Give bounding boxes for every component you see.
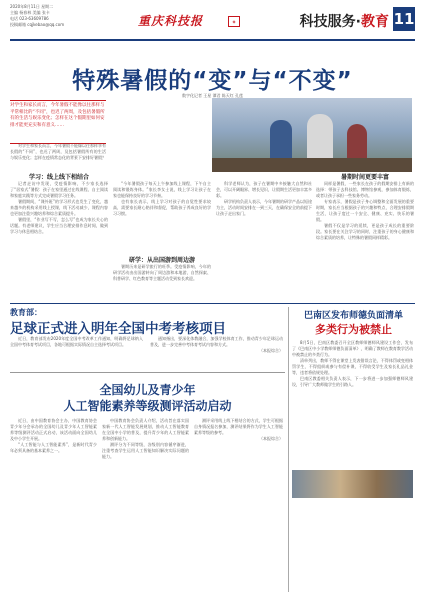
lead-column-2: [113, 181, 211, 217]
photo-desk: [212, 158, 412, 172]
lead-pullquote: 对学生和家长而言，今年暑假不能像以往那样与平常相比的“不同”，也迟了两周，及包括暑假所有的生活与娱乐变化；怎样在这个假期里如何安排才能更充实和有意义……: [10, 100, 106, 144]
paragraph: 暑假期间，“课外班”的学习形式也发生了变化，越来越多的机构采用线上授课，线下活动减少，课程内容也更加注重兴趣培养和综合素质提升。: [10, 199, 108, 216]
ai-headline-line1: 全国幼儿及青少年: [99, 383, 196, 397]
lead-intro: [10, 143, 106, 161]
paragraph: 中国教育协会负责人介绍，活动旨在落实国家新一代人工智能发展规划，推动人工智能教育在全国中小学的普及，提升青少年的人工智能素养和创新能力。: [102, 418, 189, 441]
paragraph: 清单列出，教师不得在课堂上发表错误言论，不得体罚或变相体罚学生，不得组织或参与有偿补课，不得收受学生及家长礼品礼金等，违者将依规处理。: [292, 358, 413, 375]
info-line: 2020年8月11日 星期二: [10, 4, 54, 9]
paragraph: 同样是暑假，一些家长在孩子的假期安排上有新的选择：带孩子去科技馆、博物馆参观，参加体育锻炼，或者让孩子承担一些家务劳动。: [316, 181, 414, 198]
masthead: [10, 4, 415, 38]
ai-column-3: [194, 418, 283, 442]
paragraph: 巴南区教委相关负责人表示，下一步将进一步加强师德师风建设，引导广大教师做学生的引路人。: [292, 376, 413, 387]
exam-kicker: 教育部：: [10, 308, 42, 317]
section-main: 科技服务: [299, 14, 356, 30]
paragraph: “人工智能与人工智能素养”，是新时代青少年必须具备的基本素养之一。: [10, 442, 97, 453]
paragraph: 记者走访中发现，受疫情影响，不少家长选择了“居家式”暑假：孩子在家里通过在线课程、自主阅读和家庭实践等方式完成暑假学习任务。: [10, 181, 108, 198]
side-photo: [292, 470, 413, 498]
section-heading-study: 学习：线上线下相结合: [28, 174, 89, 181]
lead-intro-text: 对学生和家长而言，今年暑假不能像以往那样享有长假的“不同”，也迟了两周，及包括暑假所有的生活与娱乐变化；怎样在疫情常态化的背景下安排好暑假？: [10, 143, 106, 160]
source-note: （本报综合）: [259, 436, 283, 441]
lead-byline: 数字化记者 王星 谭君 陈天红 孔莲: [181, 93, 244, 98]
exam-headline: 足球正式进入明年全国中考考核项目: [10, 321, 226, 337]
side-headline-line2: 多类行为被禁止: [315, 323, 392, 336]
paragraph: 通知指出，要深化体教融合，加强学校体育工作，推动青少年足球运动普及，进一步完善中考体育考试内容和方式。: [150, 336, 283, 347]
column-divider: [288, 307, 289, 592]
paragraph: 暑期历来是研学旅行的旺季。受疫情影响，今年的研学活动由出国游转向了周边游和本地游，自然探索、科普研学、红色教育等主题活动受到家长欢迎。: [113, 264, 211, 281]
lead-column-4: [316, 181, 414, 241]
lead-photo: [212, 98, 412, 172]
paragraph: 近日，由中国教育协会主办，中国教育协会青少年分会承办的全国幼儿及青少年人工智能素养等级测评活动正式启动，该活动面向全国幼儿及中小学生开展。: [10, 418, 97, 441]
paragraph: 暑假不仅是学习的延续，更是孩子成长的重要阶段。家长要在关注学习的同时，注重孩子的身心健康和综合素质的培养，让特殊的暑假同样精彩。: [316, 223, 414, 240]
source-note: （本报综合）: [259, 348, 283, 353]
exam-column-1: [10, 336, 143, 348]
paragraph: 专家表示，暑假是孩子身心调整和全面发展的重要时期，家长应当根据孩子的兴趣和特点，合理安排假期生活，让孩子度过一个安全、健康、充实、快乐的暑假。: [316, 199, 414, 222]
lead-headline: 特殊暑假的“变”与“不变”: [72, 68, 353, 94]
paragraph: 暑假里，“作业写不写，怎么写”也成为家长关心的话题。有老师建议，学生应当合理安排作息时间，做到学习与休息相结合。: [10, 217, 108, 234]
paragraph: 测评采用线上线下相结合的方式，学生可根据自身情况报名参加，测评结果将作为学生人工智能素养等级的参考。: [194, 418, 283, 435]
info-line: 电话 023-63609786: [10, 16, 49, 21]
story-divider: [10, 372, 285, 373]
masthead-rule: [10, 39, 415, 41]
side-headline-line1: 巴南区发布师德负面清单: [303, 311, 403, 321]
paragraph: 近日，教育部发布2020年度全国中考改革工作通知，明确将足球纳入全国中考体育考试项目，各地可根据实际情况自主选择考试项目。: [10, 336, 143, 347]
paragraph: “今年暑假孩子每天上午参加线上课程，下午自主阅读和锻炼身体。”家长李女士说，线上学习让孩子在家也能保持良好的学习节奏。: [113, 181, 211, 198]
paragraph: 测评分为不同等级，各级别内容循序渐进，注重考查学生运用人工智能知识解决实际问题的能力。: [102, 442, 189, 459]
page-number: 11: [393, 7, 415, 31]
ai-headline-line2: 人工智能素养等级测评活动启动: [63, 399, 232, 413]
paragraph: 8月5日，巴南区教委召开全区教师师德师风建设工作会，发布了《巴南区中小学教师师德负面清单》，明确了教师在教育教学活动中被禁止的多类行为。: [292, 340, 413, 357]
lead-column-1: [10, 181, 108, 235]
side-column: [292, 340, 413, 388]
section-accent: 教育: [361, 14, 389, 30]
section-heading-research: 研学：从出国游到周边游: [128, 257, 195, 264]
paragraph: 研学机构负责人表示，今年暑期的研学产品以短途为主，活动时间安排在一到三天，在确保安全的前提下让孩子走出家门。: [216, 199, 312, 216]
section-title: [300, 11, 389, 31]
masthead-info: [10, 4, 120, 28]
exam-column-2: [150, 336, 283, 354]
section-heading-summer: 暑期时间更要丰富: [340, 174, 389, 181]
info-line: 主编 杨春林 美编 张卡: [10, 10, 50, 15]
paragraph: 科学老师认为，孩子在暑期中多接触大自然和社会，可以开阔眼界、增长见识，让假期生活更加丰富多彩。: [216, 181, 312, 198]
section-divider: [10, 303, 415, 304]
lead-column-2b: [113, 264, 211, 282]
ai-column-2: [102, 418, 189, 460]
paragraph: 也有家长表示，线上学习对孩子的自觉性要求较高，需要家长耐心陪伴和督促，帮助孩子养成良好的学习习惯。: [113, 199, 211, 216]
lead-column-3: [216, 181, 312, 217]
section-dot: ·: [355, 14, 361, 30]
info-line: 投稿邮箱 cqjkebao@qq.com: [10, 22, 65, 27]
ai-column-1: [10, 418, 97, 454]
newspaper-logo: 重庆科技报: [138, 14, 204, 28]
logo-seal-icon: ◈: [228, 16, 240, 27]
